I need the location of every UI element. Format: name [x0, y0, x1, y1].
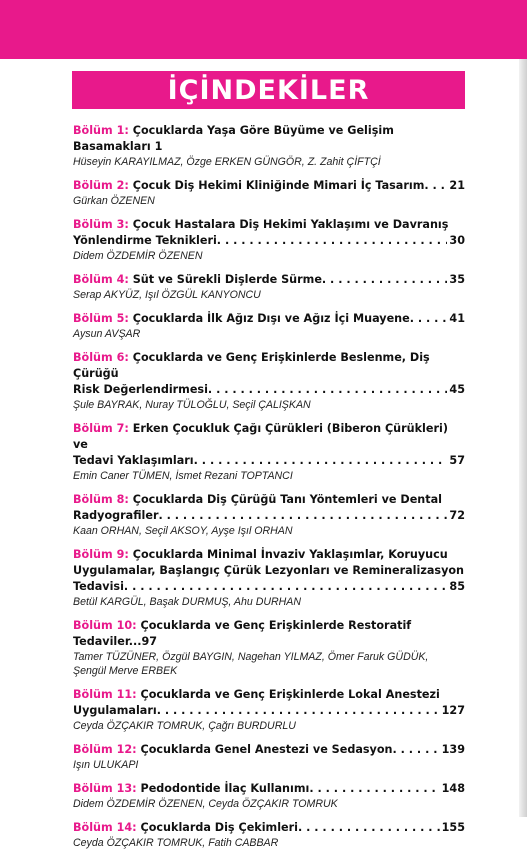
toc-entry[interactable] [73, 618, 465, 678]
chapter-number: Bölüm 8: [73, 493, 129, 506]
page-number: 148 [441, 782, 465, 795]
dot-leader [410, 311, 448, 327]
chapter-title-text: Yönlendirme Teknikleri [73, 234, 217, 247]
page-number: 45 [449, 383, 465, 396]
chapter-title-line [73, 687, 465, 703]
chapter-title-line [73, 508, 465, 524]
chapter-title-text: Pedodontide İlaç Kullanımı [140, 782, 310, 795]
dot-leader [298, 820, 440, 836]
chapter-title-text: Çocuk Diş Hekimi Kliniğinde Mimari İç Tasarım [132, 179, 425, 192]
chapter-title-line [73, 579, 465, 595]
toc-entry[interactable] [73, 123, 465, 169]
chapter-title-line [73, 618, 465, 650]
dot-leader [208, 382, 448, 398]
chapter-number: Bölüm 1: [73, 124, 129, 137]
page-number: 139 [441, 743, 465, 756]
chapter-authors: Işın ULUKAPI [73, 759, 139, 771]
page-number: 72 [449, 509, 465, 522]
toc-entry[interactable] [73, 272, 465, 302]
chapter-title-text: Süt ve Sürekli Dişlerde Sürme [132, 273, 322, 286]
chapter-title-group [73, 272, 322, 288]
dot-leader [322, 272, 448, 288]
page-title: İÇİNDEKİLER [72, 71, 465, 109]
toc-entry[interactable] [73, 687, 465, 733]
top-color-band [0, 0, 527, 59]
chapter-title-text: Çocuklarda Minimal İnvaziv Yaklaşımlar, Koruyucu [132, 548, 448, 561]
chapter-number: Bölüm 7: [73, 422, 129, 435]
chapter-title-line [73, 217, 465, 233]
dot-leader [124, 579, 448, 595]
toc-entry[interactable] [73, 421, 465, 483]
chapter-title-text: Çocuk Hastalara Diş Hekimi Yaklaşımı ve Davranış [132, 218, 449, 231]
chapter-title-group [73, 820, 298, 836]
chapter-title-text: Radyografiler [73, 509, 159, 522]
chapter-authors: Şule BAYRAK, Nuray TÜLOĞLU, Seçil ÇALIŞKAN [73, 399, 311, 411]
chapter-title-line [73, 350, 465, 382]
dot-leader [217, 233, 448, 249]
chapter-number: Bölüm 9: [73, 548, 129, 561]
chapter-authors: Betül KARGÜL, Başak DURMUŞ, Ahu DURHAN [73, 596, 302, 608]
chapter-title-text: Çocuklarda Diş Çekimleri [140, 821, 298, 834]
chapter-title-line [73, 563, 465, 579]
dot-leader [309, 781, 439, 797]
chapter-authors: Hüseyin KARAYILMAZ, Özge ERKEN GÜNGÖR, Z. Zahit ÇİFTÇİ [73, 156, 381, 168]
chapter-title-line [73, 781, 465, 797]
chapter-title-text: Uygulamalar, Başlangıç Çürük Lezyonları ve Remineralizasyon [73, 564, 465, 577]
chapter-title-line [73, 382, 465, 398]
chapter-title-line [73, 178, 465, 194]
chapter-title-line [73, 492, 465, 508]
chapter-title-line [73, 742, 465, 758]
chapter-authors: Şengül Merve ERBEK [73, 665, 178, 677]
chapter-title-text: Çocuklarda Yaşa Göre Büyüme ve Gelişim Basamakları [73, 124, 394, 153]
toc-entry[interactable] [73, 350, 465, 412]
chapter-title-text: Çocuklarda Genel Anestezi ve Sedasyon [140, 743, 393, 756]
page-number: 30 [449, 234, 465, 247]
chapter-title-text: Çocuklarda İlk Ağız Dışı ve Ağız İçi Muayene [132, 312, 410, 325]
chapter-title-line [73, 123, 465, 155]
chapter-title-line [73, 703, 465, 719]
chapter-title-line [73, 272, 465, 288]
toc-entry[interactable] [73, 547, 465, 609]
chapter-number: Bölüm 4: [73, 273, 129, 286]
chapter-title-group [73, 178, 424, 194]
page-number: 57 [449, 454, 465, 467]
dot-leader [158, 508, 447, 524]
page-number: 21 [449, 179, 465, 192]
chapter-title-text: Çocuklarda ve Genç Erişkinlerde Lokal Anestezi [140, 688, 440, 701]
chapter-title-text: Çocuklarda Diş Çürüğü Tanı Yöntemleri ve Dental [132, 493, 442, 506]
toc-entry[interactable] [73, 820, 465, 850]
page-number: 1 [154, 140, 163, 153]
chapter-title-text: Erken Çocukluk Çağı Çürükleri (Biberon Çürükleri) ve [73, 422, 448, 451]
toc-entry[interactable] [73, 781, 465, 811]
chapter-title-line [73, 311, 465, 327]
page-number: 155 [441, 821, 465, 834]
chapter-title-line [73, 233, 465, 249]
page-number: 41 [449, 312, 465, 325]
chapter-title-text: Tedavi Yaklaşımları [73, 454, 194, 467]
toc-entry[interactable] [73, 311, 465, 341]
chapter-authors: Tamer TÜZÜNER, Özgül BAYGIN, Nagehan YILMAZ, Ömer Faruk GÜDÜK, [73, 651, 429, 663]
chapter-title-text: Uygulamaları [73, 704, 157, 717]
chapter-number: Bölüm 6: [73, 351, 129, 364]
chapter-authors: Gürkan ÖZENEN [73, 195, 155, 207]
dot-leader [424, 178, 447, 194]
chapter-authors: Emin Caner TÜMEN, İsmet Rezani TOPTANCI [73, 470, 293, 482]
chapter-number: Bölüm 2: [73, 179, 129, 192]
chapter-title-line [73, 453, 465, 469]
chapter-authors: Serap AKYÜZ, Işıl ÖZGÜL KANYONCU [73, 289, 261, 301]
chapter-number: Bölüm 14: [73, 821, 137, 834]
page-number: 85 [449, 580, 465, 593]
chapter-authors: Ceyda ÖZÇAKIR TOMRUK, Çağrı BURDURLU [73, 720, 296, 732]
chapter-title-text: Risk Değerlendirmesi [73, 383, 208, 396]
dot-leader [194, 453, 448, 469]
chapter-authors: Kaan ORHAN, Seçil AKSOY, Ayşe Işıl ORHAN [73, 525, 293, 537]
chapter-number: Bölüm 13: [73, 782, 137, 795]
toc-entry[interactable] [73, 217, 465, 263]
chapter-number: Bölüm 3: [73, 218, 129, 231]
chapter-number: Bölüm 10: [73, 619, 137, 632]
chapter-title-line [73, 820, 465, 836]
chapter-number: Bölüm 11: [73, 688, 137, 701]
dot-leader [392, 742, 439, 758]
chapter-title-group [73, 781, 309, 797]
table-of-contents [73, 123, 465, 859]
chapter-title-group [73, 742, 392, 758]
chapter-authors: Ceyda ÖZÇAKIR TOMRUK, Fatih CABBAR [73, 837, 279, 849]
page-number: 35 [449, 273, 465, 286]
chapter-authors: Didem ÖZDEMİR ÖZENEN [73, 250, 203, 262]
chapter-number: Bölüm 5: [73, 312, 129, 325]
chapter-title-group [73, 311, 410, 327]
page-edge-shadow [519, 59, 527, 817]
chapter-title-text: Tedavisi [73, 580, 124, 593]
chapter-authors: Didem ÖZDEMİR ÖZENEN, Ceyda ÖZÇAKIR TOMRUK [73, 798, 338, 810]
chapter-title-line [73, 547, 465, 563]
chapter-title-line [73, 421, 465, 453]
page-number: 127 [441, 704, 465, 717]
chapter-title-text: Çocuklarda ve Genç Erişkinlerde Restoratif Tedaviler...97 [73, 619, 412, 648]
dot-leader [157, 703, 440, 719]
chapter-authors: Aysun AVŞAR [73, 328, 141, 340]
toc-entry[interactable] [73, 178, 465, 208]
toc-entry[interactable] [73, 492, 465, 538]
chapter-number: Bölüm 12: [73, 743, 137, 756]
chapter-title-text: Çocuklarda ve Genç Erişkinlerde Beslenme, Diş Çürüğü [73, 351, 430, 380]
toc-entry[interactable] [73, 742, 465, 772]
